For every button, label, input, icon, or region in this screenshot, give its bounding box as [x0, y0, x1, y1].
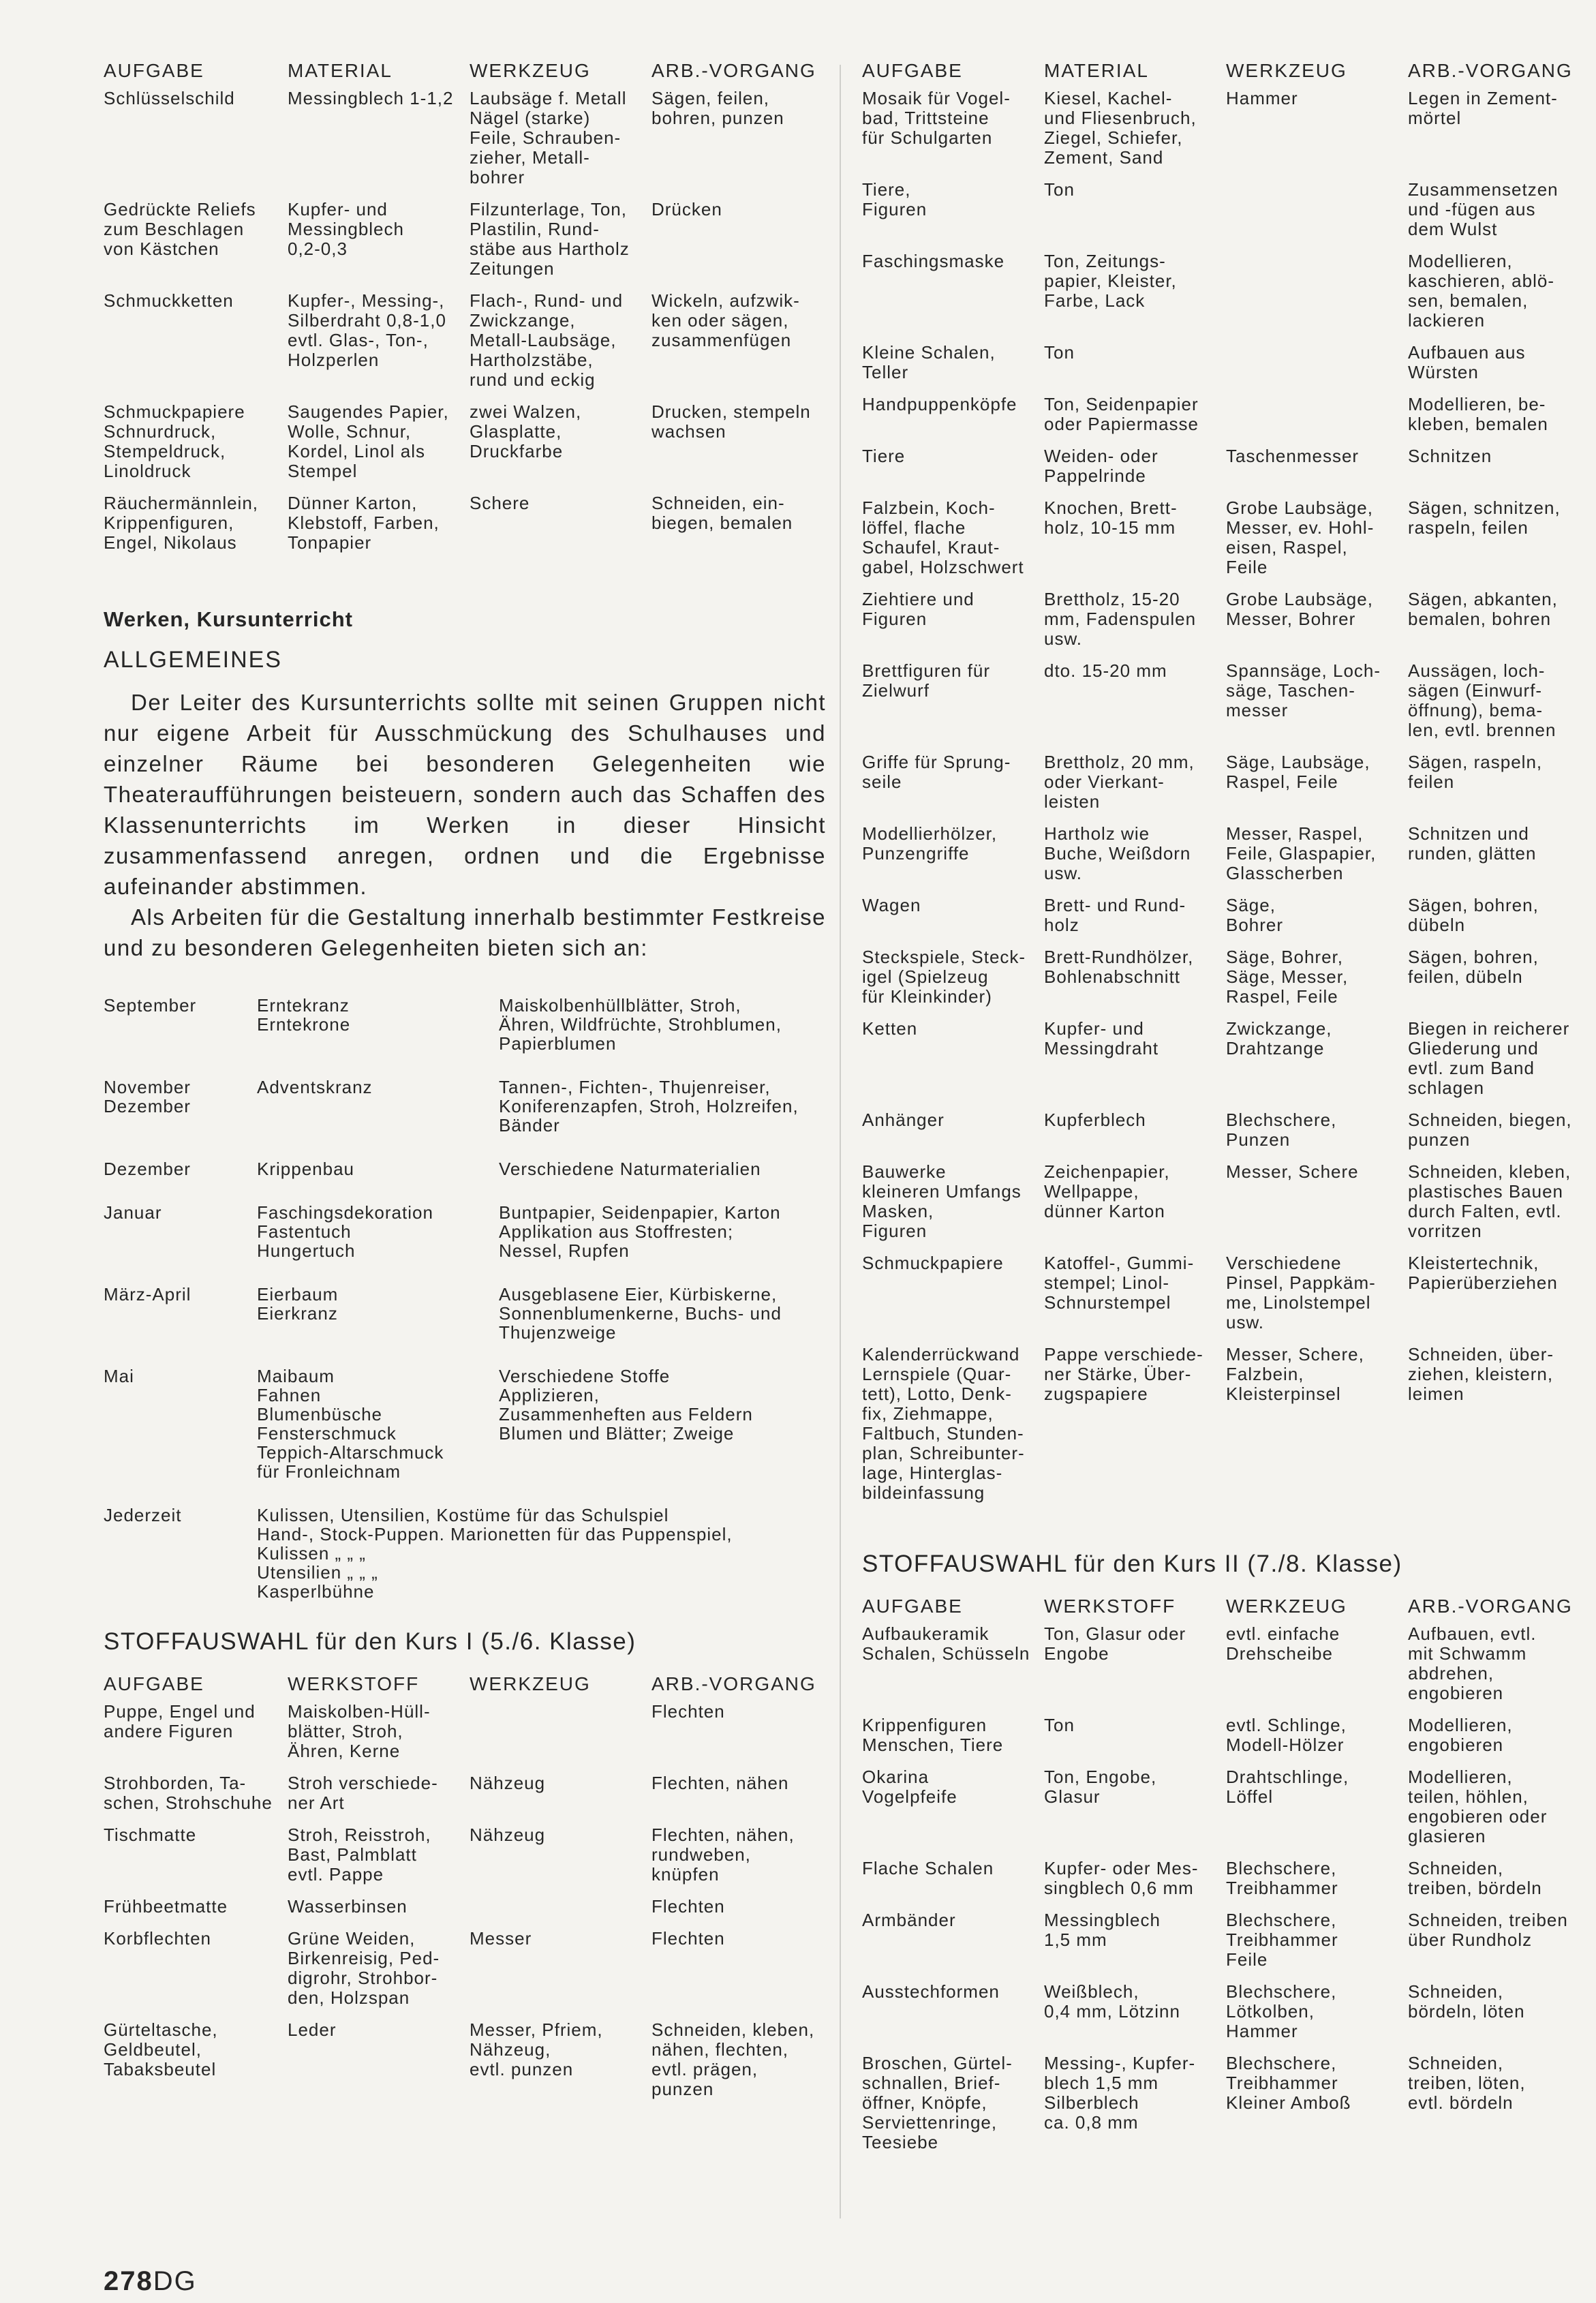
festkreis-row — [104, 1285, 826, 1342]
kurs1-table-row-cell: Messer, Pfriem, Nähzeug, evtl. punzen — [470, 2019, 603, 2079]
kurs2-table-row-cell: Okarina Vogelpfeife — [862, 1767, 957, 1807]
left-table-row-cell: Dünner Karton, Klebstoff, Farben, Tonpapier — [288, 493, 440, 553]
kurs1-table-row-cell: Leder — [288, 2019, 337, 2040]
kurs1-table-row-cell — [470, 1897, 651, 1917]
left-table-row-cell: Schlüsselschild — [104, 88, 235, 108]
kurs2-table-row — [862, 1715, 1584, 1755]
right-table-row — [862, 752, 1584, 812]
kurs2-table-header — [862, 1596, 1584, 1617]
kurs2-table-row-cell: Aufbauen, evtl. mit Schwamm abdrehen, engobieren — [1408, 1623, 1537, 1703]
right-table-row-cell: Modellieren, be- kleben, bemalen — [1408, 394, 1548, 434]
jederzeit-row — [104, 1506, 826, 1601]
kurs1-table-row — [104, 1825, 826, 1885]
kurs2-table-row-cell: Ton, Glasur oder Engobe — [1044, 1623, 1186, 1664]
right-table-row-cell: Griffe für Sprung- seile — [862, 752, 1011, 792]
kurs2-table-row-cell: Weißblech, 0,4 mm, Lötzinn — [1044, 1981, 1180, 2022]
right-table-row-cell: Kalenderrückwand Lernspiele (Quar- tett), Lotto, Denk- fix, Ziehmappe, Faltbuch, Stunden- plan, Schreibunter- lage, Hinterglas- bildeinfassung — [862, 1344, 1025, 1503]
kurs2-table-row — [862, 1767, 1584, 1846]
right-table-row-cell: Kleine Schalen, Teller — [862, 342, 996, 382]
page-number: 278 — [104, 2266, 153, 2296]
right-table-row-cell: Schneiden, kleben, plastisches Bauen durch Falten, evtl. vorritzen — [1408, 1161, 1571, 1241]
kurs2-table-row — [862, 1982, 1584, 2041]
right-table-row-cell: Modellieren, kaschieren, ablö- sen, bemalen, lackieren — [1408, 251, 1554, 331]
right-table-row-cell: Kiesel, Kachel- und Fliesenbruch, Ziegel, Schiefer, Zement, Sand — [1044, 88, 1197, 168]
right-table-row-cell: Blechschere, Punzen — [1226, 1110, 1337, 1150]
left-table-row-cell: Gedrückte Reliefs zum Beschlagen von Kästchen — [104, 199, 256, 259]
right-table-row-cell: Anhänger — [862, 1110, 945, 1130]
right-table-row-cell: Faschingsmaske — [862, 251, 1005, 271]
right-table-row-cell: Verschiedene Pinsel, Pappkäm- me, Linolstempel usw. — [1226, 1253, 1376, 1332]
right-table-row — [862, 343, 1584, 382]
festkreis-cell: Dezember — [104, 1159, 191, 1179]
jederzeit-text: Kulissen, Utensilien, Kostüme für das Schulspiel Hand-, Stock-Puppen. Marionetten für das Puppenspiel, Kulissen „ „ „ Utensilien „ „ „ Kasperlbühne — [257, 1505, 733, 1602]
festkreise-list — [104, 996, 826, 1481]
right-table-row — [862, 947, 1584, 1007]
right-header-aufgabe: AUFGABE — [862, 60, 963, 81]
festkreis-row — [104, 1203, 826, 1260]
right-table-row-cell: Spannsäge, Loch- säge, Taschen- messer — [1226, 660, 1381, 720]
right-table-row-cell: Legen in Zement- mörtel — [1408, 88, 1558, 128]
kurs2-header-werkstoff: WERKSTOFF — [1044, 1596, 1176, 1617]
right-table-row — [862, 661, 1584, 740]
kurs1-table-row-cell: Flechten, nähen, rundweben, knüpfen — [651, 1825, 795, 1885]
kurs2-table-row-cell: Flache Schalen — [862, 1858, 994, 1878]
right-table-row-cell: Brettfiguren für Zielwurf — [862, 660, 990, 701]
left-table-row — [104, 200, 826, 279]
kurs1-table-row-cell: Nähzeug — [470, 1773, 546, 1793]
kurs1-table-row-cell: Grüne Weiden, Birkenreisig, Ped- digrohr, Strohbor- den, Holzspan — [288, 1928, 440, 2008]
right-table-row-cell: Tiere — [862, 446, 906, 466]
kurs2-table-row-cell: Blechschere, Treibhammer Kleiner Amboß — [1226, 2053, 1351, 2113]
kurs1-table-row-cell: Korbflechten — [104, 1928, 211, 1949]
section-title: Werken, Kursunterricht — [104, 607, 353, 631]
right-table — [862, 89, 1584, 1503]
festkreis-cell: Adventskranz — [257, 1077, 373, 1097]
left-table-row-cell: Drücken — [651, 199, 722, 219]
right-table-row-cell: Schneiden, biegen, punzen — [1408, 1110, 1572, 1150]
kurs2-table-row-cell: Schneiden, treiben, bördeln — [1408, 1858, 1542, 1898]
festkreis-row — [104, 1078, 826, 1135]
left-table-row-cell: Schmuckketten — [104, 290, 234, 311]
festkreis-cell: Krippenbau — [257, 1159, 354, 1179]
right-table-row — [862, 1253, 1584, 1332]
kurs2-table-row-cell: Blechschere, Treibhammer — [1226, 1858, 1338, 1898]
right-table-row-cell: Schnitzen und runden, glätten — [1408, 823, 1537, 864]
kurs2-table-row — [862, 1859, 1584, 1898]
left-table-row — [104, 89, 826, 187]
right-table-row-cell — [1226, 180, 1408, 239]
right-table-row — [862, 89, 1584, 168]
left-table-row — [104, 291, 826, 390]
right-table-row-cell: Brett- und Rund- holz — [1044, 895, 1186, 935]
left-table-row-cell: Schmuckpapiere Schnurdruck, Stempeldruck, Linoldruck — [104, 401, 245, 481]
kurs1-table-row-cell: Flechten — [651, 1701, 725, 1722]
kurs2-table-row — [862, 2054, 1584, 2152]
festkreis-cell: November Dezember — [104, 1077, 191, 1116]
festkreis-row — [104, 1159, 826, 1178]
kurs2-table-row-cell: Ton, Engobe, Glasur — [1044, 1767, 1157, 1807]
left-table-row — [104, 493, 826, 553]
left-table-row-cell: Schneiden, ein- biegen, bemalen — [651, 493, 793, 533]
right-table-row-cell: Sägen, abkanten, bemalen, bohren — [1408, 589, 1558, 629]
right-table-row-cell: Mosaik für Vogel- bad, Trittsteine für Schulgarten — [862, 88, 1011, 148]
kurs1-table-row-cell: Flechten — [651, 1896, 725, 1917]
kurs1-table-row-cell: Nähzeug — [470, 1825, 546, 1845]
kurs2-table — [862, 1624, 1584, 2152]
paragraph-2: Als Arbeiten für die Gestaltung innerhalb bestimmter Festkreise und zu besonderen Gelegenheiten bieten sich an: — [104, 904, 826, 960]
right-header-arbeitsvorgang: ARB.-VORGANG — [1408, 60, 1573, 81]
kurs1-table — [104, 1702, 826, 2099]
right-table-row-cell: Kleistertechnik, Papierüberziehen — [1408, 1253, 1558, 1293]
festkreis-row — [104, 996, 826, 1053]
left-table-row — [104, 402, 826, 481]
kurs2-table-row-cell: evtl. einfache Drehscheibe — [1226, 1623, 1340, 1664]
kurs2-table-row-cell: Aufbaukeramik Schalen, Schüsseln — [862, 1623, 1030, 1664]
kurs2-header-aufgabe: AUFGABE — [862, 1596, 963, 1617]
festkreis-cell: Verschiedene Naturmaterialien — [499, 1159, 761, 1179]
left-table-row-cell: Schere — [470, 493, 530, 513]
right-table-row-cell: Modellierhölzer, Punzengriffe — [862, 823, 998, 864]
kurs2-table-row-cell: Armbänder — [862, 1910, 956, 1930]
jederzeit-label: Jederzeit — [104, 1505, 182, 1525]
right-table-row-cell: Weiden- oder Pappelrinde — [1044, 446, 1158, 486]
kurs1-table-row-cell: Strohborden, Ta- schen, Strohschuhe — [104, 1773, 273, 1813]
right-table-row — [862, 395, 1584, 434]
kurs1-table-header — [104, 1673, 826, 1695]
right-table-row-cell: Wagen — [862, 895, 921, 915]
right-table-row — [862, 1019, 1584, 1098]
kurs1-table-row-cell — [470, 1702, 651, 1761]
kurs2-table-row-cell: Schneiden, treiben über Rundholz — [1408, 1910, 1568, 1950]
kurs1-table-row — [104, 1702, 826, 1761]
right-table-row-cell — [1226, 395, 1408, 434]
right-table-row — [862, 590, 1584, 649]
kurs2-table-row-cell: Krippenfiguren Menschen, Tiere — [862, 1715, 1004, 1755]
right-table-row-cell: Schneiden, über- ziehen, kleistern, leimen — [1408, 1344, 1554, 1404]
left-table-row-cell: Kupfer- und Messingblech 0,2-0,3 — [288, 199, 404, 259]
left-table-row-cell: Messingblech 1-1,2 — [288, 88, 454, 108]
left-table-row-cell: Räuchermännlein, Krippenfiguren, Engel, Nikolaus — [104, 493, 259, 553]
festkreis-cell: Januar — [104, 1202, 162, 1223]
left-table-row-cell: zwei Walzen, Glasplatte, Druckfarbe — [470, 401, 582, 461]
right-table-row — [862, 1110, 1584, 1150]
kurs2-header-arbeitsvorgang: ARB.-VORGANG — [1408, 1596, 1573, 1617]
right-table-row-cell: Kupferblech — [1044, 1110, 1146, 1130]
kurs1-table-row-cell: Flechten — [651, 1928, 725, 1949]
footer-label: DG — [153, 2266, 197, 2296]
right-table-row — [862, 251, 1584, 331]
left-table-row-cell: Flach-, Rund- und Zwickzange, Metall-Laubsäge, Hartholzstäbe, rund und eckig — [470, 290, 624, 390]
festkreis-cell: Tannen-, Fichten-, Thujenreiser, Koniferenzapfen, Stroh, Holzreifen, Bänder — [499, 1077, 799, 1135]
right-table-row-cell: Hammer — [1226, 88, 1298, 108]
page-footer — [104, 2266, 197, 2297]
festkreis-cell: Eierbaum Eierkranz — [257, 1284, 339, 1324]
festkreis-cell: Verschiedene Stoffe Applizieren, Zusammenheften aus Feldern Blumen und Blätter; Zweige — [499, 1366, 753, 1444]
kurs1-header-werkzeug: WERKZEUG — [470, 1673, 591, 1694]
right-table-row-cell: Zusammensetzen und -fügen aus dem Wulst — [1408, 179, 1559, 239]
right-table-row-cell: Handpuppenköpfe — [862, 394, 1017, 414]
left-table-row-cell: Filzunterlage, Ton, Plastilin, Rund- stäbe aus Hartholz Zeitungen — [470, 199, 630, 279]
right-table-row-cell — [1226, 251, 1408, 331]
festkreis-cell: Faschingsdekoration Fastentuch Hungertuch — [257, 1202, 433, 1261]
kurs2-table-row-cell: Modellieren, teilen, höhlen, engobieren oder glasieren — [1408, 1767, 1548, 1846]
right-table-row-cell: Hartholz wie Buche, Weißdorn usw. — [1044, 823, 1191, 883]
right-table-row — [862, 896, 1584, 935]
kurs2-table-row-cell: Ausstechformen — [862, 1981, 1000, 2002]
kurs2-table-row — [862, 1624, 1584, 1703]
right-table-row-cell: Ziehtiere und Figuren — [862, 589, 975, 629]
kurs2-table-row-cell: Broschen, Gürtel- schnallen, Brief- öffner, Knöpfe, Serviettenringe, Teesiebe — [862, 2053, 1013, 2152]
right-table-row — [862, 498, 1584, 577]
right-table-row-cell: dto. 15-20 mm — [1044, 660, 1167, 681]
festkreis-cell: September — [104, 995, 197, 1016]
right-table-row-cell: Sägen, raspeln, feilen — [1408, 752, 1543, 792]
paragraph-1: Der Leiter des Kursunterrichts sollte mit seinen Gruppen nicht nur eigene Arbeit für Ausschmückung des Schulhauses und einzelner Räume bei besonderen Gelegenheiten wie Theateraufführungen beisteuern, sondern auch das Schaffen des Klassenunterrichts im Werken in dieser Hinsicht zusammenfassend anregen, ordnen und die Ergebnisse aufeinander abstimmen. — [104, 690, 826, 899]
kurs1-table-row-cell: Tischmatte — [104, 1825, 197, 1845]
right-table-row-cell: Messer, Raspel, Feile, Glaspapier, Glasscherben — [1226, 823, 1377, 883]
right-table-row-cell: Grobe Laubsäge, Messer, Bohrer — [1226, 589, 1373, 629]
right-table-row — [862, 1162, 1584, 1241]
column-divider — [840, 65, 841, 2218]
left-table-row-cell: Saugendes Papier, Wolle, Schnur, Kordel, Linol als Stempel — [288, 401, 449, 481]
kurs1-title: STOFFAUSWAHL für den Kurs I (5./6. Klasse) — [104, 1628, 636, 1655]
kurs1-table-row — [104, 2020, 826, 2099]
kurs2-table-row-cell: Messingblech 1,5 mm — [1044, 1910, 1161, 1950]
right-table-row-cell — [1226, 343, 1408, 382]
kurs2-table-row — [862, 1910, 1584, 1970]
right-table-row-cell: Säge, Bohrer — [1226, 895, 1284, 935]
right-table-row-cell: Zeichenpapier, Wellpappe, dünner Karton — [1044, 1161, 1170, 1221]
kurs1-table-row-cell: Stroh verschiede- ner Art — [288, 1773, 438, 1813]
right-table-row — [862, 824, 1584, 883]
right-header-material: MATERIAL — [1044, 60, 1149, 81]
kurs1-table-row-cell: Wasserbinsen — [288, 1896, 408, 1917]
kurs2-header-werkzeug: WERKZEUG — [1226, 1596, 1347, 1617]
right-table-row-cell: Ton — [1044, 342, 1075, 363]
right-table-row — [862, 1345, 1584, 1503]
right-table-row-cell: Messer, Schere, Falzbein, Kleisterpinsel — [1226, 1344, 1364, 1404]
right-table-row-cell: Ketten — [862, 1018, 918, 1039]
kurs1-header-aufgabe: AUFGABE — [104, 1673, 204, 1694]
right-table-row-cell: Schnitzen — [1408, 446, 1492, 466]
kurs2-title: STOFFAUSWAHL für den Kurs II (7./8. Klasse) — [862, 1551, 1402, 1577]
kurs1-table-row-cell: Messer — [470, 1928, 532, 1949]
right-table-row-cell: Taschenmesser — [1226, 446, 1360, 466]
right-table-row-cell: Säge, Bohrer, Säge, Messer, Raspel, Feile — [1226, 947, 1349, 1007]
right-table-row-cell: Brett-Rundhölzer, Bohlenabschnitt — [1044, 947, 1194, 987]
right-table-row-cell: Sägen, bohren, dübeln — [1408, 895, 1539, 935]
right-table-row-cell: Brettholz, 20 mm, oder Vierkant- leisten — [1044, 752, 1195, 812]
header-material: MATERIAL — [288, 60, 393, 81]
kurs1-header-werkstoff: WERKSTOFF — [288, 1673, 420, 1694]
kurs2-table-row-cell: evtl. Schlinge, Modell-Hölzer — [1226, 1715, 1347, 1755]
kurs2-table-row-cell: Ton — [1044, 1715, 1075, 1735]
kurs2-table-row-cell: Schneiden, bördeln, löten — [1408, 1981, 1525, 2022]
festkreis-row — [104, 1367, 826, 1481]
right-table-row-cell: Säge, Laubsäge, Raspel, Feile — [1226, 752, 1370, 792]
right-table-row-cell: Aufbauen aus Würsten — [1408, 342, 1526, 382]
right-table-row-cell: Ton, Zeitungs- papier, Kleister, Farbe, Lack — [1044, 251, 1177, 311]
kurs1-table-row-cell: Frühbeetmatte — [104, 1896, 228, 1917]
right-table-row-cell: Steckspiele, Steck- igel (Spielzeug für Kleinkinder) — [862, 947, 1026, 1007]
right-table-row-cell: Tiere, Figuren — [862, 179, 927, 219]
kurs1-table-row-cell: Puppe, Engel und andere Figuren — [104, 1701, 256, 1741]
left-table-row-cell: Drucken, stempeln wachsen — [651, 401, 811, 442]
right-table-row-cell: Sägen, bohren, feilen, dübeln — [1408, 947, 1539, 987]
kurs2-table-row-cell: Blechschere, Treibhammer Feile — [1226, 1910, 1338, 1970]
kurs2-table-row-cell: Messing-, Kupfer- blech 1,5 mm Silberblech ca. 0,8 mm — [1044, 2053, 1196, 2133]
right-table-row-cell: Knochen, Brett- holz, 10-15 mm — [1044, 498, 1178, 538]
right-table-row-cell: Sägen, schnitzen, raspeln, feilen — [1408, 498, 1561, 538]
right-table-row-cell: Falzbein, Koch- löffel, flache Schaufel, Kraut- gabel, Holzschwert — [862, 498, 1024, 577]
festkreis-cell: Maibaum Fahnen Blumenbüsche Fensterschmuck Teppich-Altarschmuck für Fronleichnam — [257, 1366, 444, 1482]
left-table-header — [104, 60, 826, 82]
header-aufgabe: AUFGABE — [104, 60, 204, 81]
kurs1-table-row — [104, 1773, 826, 1813]
right-table-row-cell: Ton, Seidenpapier oder Papiermasse — [1044, 394, 1199, 434]
header-werkzeug: WERKZEUG — [470, 60, 591, 81]
festkreis-cell: März-April — [104, 1284, 191, 1305]
right-table-row — [862, 180, 1584, 239]
festkreis-cell: Buntpapier, Seidenpapier, Karton Applikation aus Stoffresten; Nessel, Rupfen — [499, 1202, 781, 1261]
right-table-row-cell: Zwickzange, Drahtzange — [1226, 1018, 1332, 1058]
left-table-row-cell: Laubsäge f. Metall Nägel (starke) Feile, Schrauben- zieher, Metall- bohrer — [470, 88, 627, 187]
left-table-row-cell: Kupfer-, Messing-, Silberdraht 0,8-1,0 evtl. Glas-, Ton-, Holzperlen — [288, 290, 446, 370]
right-table-row-cell: Schmuckpapiere — [862, 1253, 1004, 1273]
kurs1-table-row-cell: Gürteltasche, Geldbeutel, Tabaksbeutel — [104, 2019, 218, 2079]
right-table-row-cell: Aussägen, loch- sägen (Einwurf- öffnung), bema- len, evtl. brennen — [1408, 660, 1556, 740]
right-table-header — [862, 60, 1584, 82]
festkreis-cell: Mai — [104, 1366, 134, 1386]
right-table-row-cell: Grobe Laubsäge, Messer, ev. Hohl- eisen, Raspel, Feile — [1226, 498, 1375, 577]
kurs1-table-row — [104, 1929, 826, 2008]
kurs2-table-row-cell: Schneiden, treiben, löten, evtl. bördeln — [1408, 2053, 1526, 2113]
festkreis-cell: Erntekranz Erntekrone — [257, 995, 351, 1035]
left-table — [104, 89, 826, 553]
left-table-row-cell: Wickeln, aufzwik- ken oder sägen, zusammenfügen — [651, 290, 800, 350]
festkreis-cell: Ausgeblasene Eier, Kürbiskerne, Sonnenblumenkerne, Buchs- und Thujenzweige — [499, 1284, 782, 1343]
right-header-werkzeug: WERKZEUG — [1226, 60, 1347, 81]
kurs1-table-row — [104, 1897, 826, 1917]
kurs2-table-row-cell: Modellieren, engobieren — [1408, 1715, 1513, 1755]
kurs2-table-row-cell: Blechschere, Lötkolben, Hammer — [1226, 1981, 1337, 2041]
kurs1-table-row-cell: Schneiden, kleben, nähen, flechten, evtl. prägen, punzen — [651, 2019, 815, 2099]
right-table-row-cell: Pappe verschiede- ner Stärke, Über- zugspapiere — [1044, 1344, 1203, 1404]
left-table-row-cell: Sägen, feilen, bohren, punzen — [651, 88, 784, 128]
general-heading: ALLGEMEINES — [104, 647, 282, 673]
right-table-row-cell: Katoffel-, Gummi- stempel; Linol- Schnurstempel — [1044, 1253, 1195, 1313]
kurs1-table-row-cell: Flechten, nähen — [651, 1773, 789, 1793]
kurs1-header-arbeitsvorgang: ARB.-VORGANG — [651, 1673, 816, 1694]
kurs1-table-row-cell: Maiskolben-Hüll- blätter, Stroh, Ähren, Kerne — [288, 1701, 431, 1761]
kurs2-table-row-cell: Drahtschlinge, Löffel — [1226, 1767, 1349, 1807]
header-arbeitsvorgang: ARB.-VORGANG — [651, 60, 816, 81]
right-table-row-cell: Bauwerke kleineren Umfangs Masken, Figuren — [862, 1161, 1022, 1241]
right-table-row-cell: Messer, Schere — [1226, 1161, 1359, 1182]
right-table-row-cell: Brettholz, 15-20 mm, Fadenspulen usw. — [1044, 589, 1197, 649]
right-table-row-cell: Ton — [1044, 179, 1075, 200]
right-table-row — [862, 446, 1584, 486]
kurs1-table-row-cell: Stroh, Reisstroh, Bast, Palmblatt evtl. Pappe — [288, 1825, 431, 1885]
kurs2-table-row-cell: Kupfer- oder Mes- singblech 0,6 mm — [1044, 1858, 1199, 1898]
right-column — [862, 60, 1584, 2165]
festkreis-cell: Maiskolbenhüllblätter, Stroh, Ähren, Wildfrüchte, Strohblumen, Papierblumen — [499, 995, 782, 1054]
right-table-row-cell: Biegen in reicherer Gliederung und evtl. zum Band schlagen — [1408, 1018, 1570, 1098]
right-table-row-cell: Kupfer- und Messingdraht — [1044, 1018, 1159, 1058]
left-column — [104, 60, 826, 2111]
